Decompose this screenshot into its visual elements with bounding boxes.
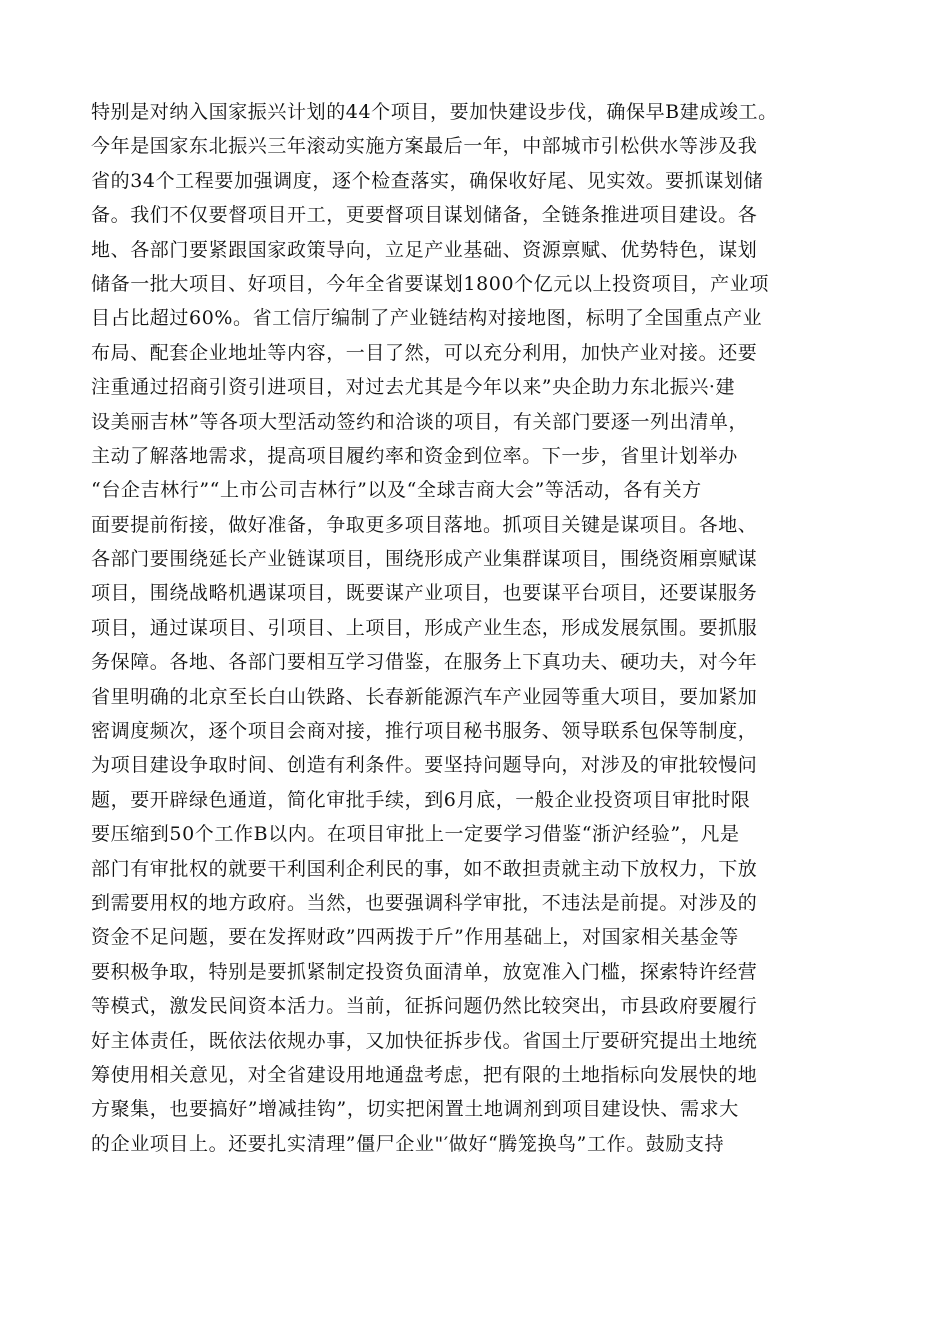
- text-line: 要压缩到50个工作B以内。在项目审批上一定要学习借鉴“浙沪经验”，凡是: [91, 823, 740, 846]
- text-line: 方聚集，也要搞好”增减挂钩”，切实把闲置土地调剂到项目建设快、需求大: [91, 1098, 739, 1121]
- text-line: 面要提前衔接，做好准备，争取更多项目落地。抓项目关键是谋项目。各地、: [91, 513, 758, 536]
- text-line: 筹使用相关意见，对全省建设用地通盘考虑，把有限的土地指标向发展快的地: [91, 1063, 758, 1086]
- text-line: 项目，围绕战略机遇谋项目，既要谋产业项目，也要谋平台项目，还要谋服务: [91, 582, 758, 605]
- text-line: 注重通过招商引资引进项目，对过去尤其是今年以来”央企助力东北振兴·建: [91, 376, 736, 399]
- text-line: 资金不足问题，要在发挥财政”四两拨于斤”作用基础上，对国家相关基金等: [91, 926, 739, 949]
- text-line: 等模式，激发民间资本活力。当前，征拆问题仍然比较突出，市县政府要履行: [91, 995, 758, 1018]
- text-line: 的企业项目上。还要扎实清理”僵尸企业"′做好“腾笼换鸟”工作。鼓励支持: [91, 1132, 725, 1155]
- text-line: 储备一批大项目、好项目，今年全省要谋划1800个亿元以上投资项目，产业项: [91, 272, 769, 295]
- text-line: 特别是对纳入国家振兴计划的44个项目，要加快建设步伐，确保早B建成竣工。: [91, 101, 778, 123]
- text-line: 好主体责任，既依法依规办事，又加快征拆步伐。省国土厅要研究提出土地统: [91, 1029, 758, 1052]
- text-line: 要积极争取，特别是要抓紧制定投资负面清单，放宽准入门槛，探索特许经营: [91, 960, 758, 983]
- text-line: 题，要开辟绿色通道，简化审批手续，到6月底，一般企业投资项目审批时限: [91, 788, 751, 811]
- text-line: 部门有审批权的就要干利国利企利民的事，如不敢担责就主动下放权力，下放: [91, 857, 758, 880]
- text-line: 布局、配套企业地址等内容，一目了然，可以充分利用，加快产业对接。还要: [91, 341, 758, 364]
- text-line: 备。我们不仅要督项目开工，更要督项目谋划储备，全链条推进项目建设。各: [91, 204, 758, 227]
- text-line: 主动了解落地需求，提高项目履约率和资金到位率。下一步，省里计划举办: [91, 444, 738, 467]
- text-line: 省的34个工程要加强调度，逐个检查落实，确保收好尾、见实效。要抓谋划储: [91, 169, 764, 192]
- text-line: 务保障。各地、各部门要相互学习借鉴，在服务上下真功夫、硬功夫，对今年: [91, 651, 758, 674]
- text-line: 地、各部门要紧跟国家政策导向，立足产业基础、资源禀赋、优势特色，谋划: [91, 238, 758, 261]
- text-line: 省里明确的北京至长白山铁路、长春新能源汽车产业园等重大项目，要加紧加: [91, 685, 758, 708]
- text-line: 目占比超过60%。省工信厅编制了产业链结构对接地图，标明了全国重点产业: [91, 307, 763, 330]
- text-line: 今年是国家东北振兴三年滚动实施方案最后一年，中部城市引松供水等涉及我: [91, 135, 758, 158]
- text-line: “台企吉林行”“上市公司吉林行”以及“全球吉商大会”等活动，各有关方: [91, 479, 702, 502]
- text-line: 各部门要围绕延长产业链谋项目，围绕形成产业集群谋项目，围绕资厢禀赋谋: [91, 548, 758, 571]
- body-text: [91, 95, 871, 1161]
- text-line: 为项目建设争取时间、创造有利条件。要坚持问题导向，对涉及的审批较慢问: [91, 754, 758, 777]
- text-line: 密调度频次，逐个项目会商对接，推行项目秘书服务、领导联系包保等制度，: [91, 720, 758, 743]
- text-line: 项目，通过谋项目、引项目、上项目，形成产业生态，形成发展氛围。要抓服: [91, 616, 758, 639]
- text-line: 到需要用权的地方政府。当然，也要强调科学审批，不违法是前提。对涉及的: [91, 891, 758, 914]
- text-line: 设美丽吉林”等各项大型活动签约和洽谈的项目，有关部门要逐一列出清单，: [91, 410, 749, 433]
